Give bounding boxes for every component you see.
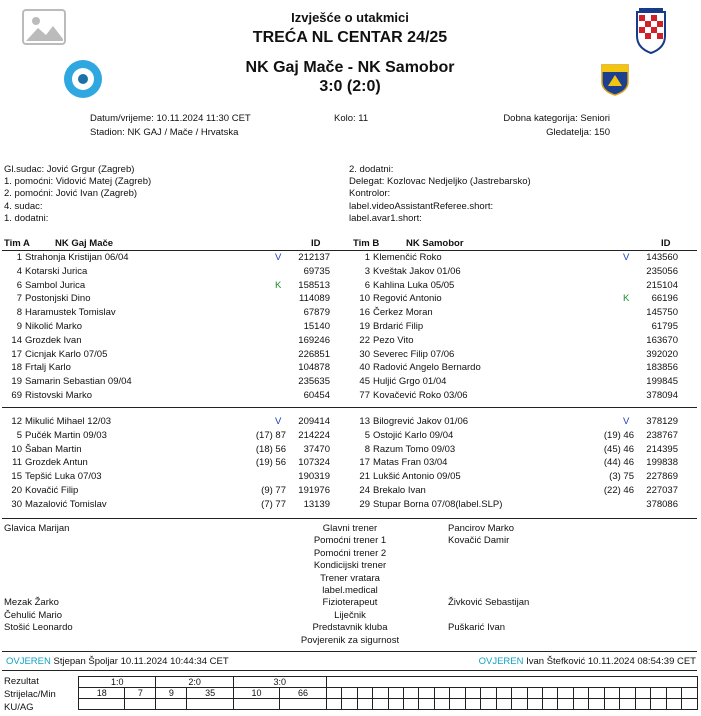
player-id: 378129 <box>646 416 678 427</box>
match-stadium: Stadion: NK GAJ / Mače / Hrvatska <box>90 127 239 138</box>
scorer-cell: 10 <box>233 688 279 699</box>
player-row <box>2 265 347 278</box>
match-round: Kolo: 11 <box>334 113 369 124</box>
player-name: Strahonja Kristijan 06/04 <box>25 252 129 263</box>
player-id: 15140 <box>303 321 330 332</box>
player-number: 1 <box>364 252 370 263</box>
player-row <box>2 484 347 497</box>
player-row <box>350 292 695 305</box>
player-name: Severec Filip 07/06 <box>373 348 455 360</box>
player-name: Regović Antonio <box>373 293 442 305</box>
player-name: Kovačić Filip <box>25 485 79 496</box>
player-name: Klemenčić Roko <box>373 252 442 263</box>
player-name: Pezo Vito <box>373 334 414 346</box>
player-row <box>350 306 695 319</box>
ku-cell <box>403 699 418 710</box>
official-line: label.avar1.short: <box>349 212 422 224</box>
player-id: 13139 <box>303 498 330 510</box>
player-id: 158513 <box>298 279 330 291</box>
age-category: Dobna kategorija: Seniori <box>503 113 610 124</box>
player-number: 17 <box>11 348 22 360</box>
scorer-cell <box>573 688 588 699</box>
player-row <box>350 456 695 469</box>
ku-cell <box>558 699 573 710</box>
player-row <box>350 334 695 347</box>
player-id: 143560 <box>646 252 678 263</box>
ku-cell <box>450 699 465 710</box>
player-row <box>2 429 347 442</box>
player-id: 215104 <box>646 279 678 291</box>
staff-role: Liječnik <box>334 609 366 621</box>
player-name: Tepšić Luka 07/03 <box>25 471 102 483</box>
ku-cell <box>79 699 125 710</box>
verification-left <box>6 656 229 667</box>
staff-team-a: Stošić Leonardo <box>4 622 73 634</box>
substitution-info: (44) 46 <box>603 457 634 469</box>
player-id: 61795 <box>651 321 678 332</box>
result-cell: 2:0 <box>156 677 233 688</box>
player-number: 30 <box>11 498 22 510</box>
ku-cell <box>543 699 558 710</box>
report-title: Izvješće o utakmici <box>291 10 409 25</box>
team-a-label: Tim A <box>4 238 30 249</box>
substitution-info: (19) 56 <box>255 457 286 469</box>
substitution-info: (22) 46 <box>603 485 634 496</box>
keeper-marker: V <box>623 252 630 263</box>
team-b-label: Tim B <box>353 238 380 249</box>
player-id: 235635 <box>298 376 330 388</box>
scorer-cell <box>512 688 527 699</box>
player-number: 19 <box>11 376 22 388</box>
player-number: 45 <box>359 376 370 388</box>
player-number: 12 <box>11 416 22 427</box>
ku-cell <box>666 699 681 710</box>
team-b-name: NK Samobor <box>406 238 464 249</box>
player-row <box>2 279 347 292</box>
player-id: 199845 <box>646 376 678 388</box>
official-line: 1. dodatni: <box>4 212 49 224</box>
player-number: 18 <box>11 362 22 374</box>
player-row <box>350 320 695 333</box>
ku-cell <box>589 699 604 710</box>
player-name: Brekalo Ivan <box>373 485 426 496</box>
player-number: 77 <box>359 390 370 401</box>
player-id: 37470 <box>303 443 330 455</box>
official-line: Kontrolor: <box>349 188 391 200</box>
player-id: 191976 <box>298 485 330 496</box>
player-row <box>350 265 695 278</box>
ku-cell <box>373 699 388 710</box>
staff-role: Trener vratara <box>320 572 380 584</box>
player-id: 69735 <box>303 265 330 277</box>
player-name: Radović Angelo Bernardo <box>373 362 481 374</box>
player-id: 214224 <box>298 429 330 441</box>
player-id: 145750 <box>646 307 678 319</box>
scorer-cell <box>481 688 496 699</box>
player-number: 10 <box>359 293 370 305</box>
player-number: 22 <box>359 334 370 346</box>
federation-crest-icon <box>635 6 667 54</box>
player-row <box>2 361 347 374</box>
player-number: 29 <box>359 498 370 510</box>
player-number: 11 <box>12 457 22 469</box>
substitution-info: (19) 46 <box>603 429 634 441</box>
ku-cell <box>326 699 341 710</box>
player-id: 238767 <box>646 429 678 441</box>
player-id: 60454 <box>303 390 330 401</box>
keeper-marker: V <box>275 416 282 427</box>
player-id: 183856 <box>646 362 678 374</box>
score-grid-label-result: Rezultat <box>4 676 39 687</box>
scorer-cell <box>543 688 558 699</box>
player-row <box>350 429 695 442</box>
player-number: 16 <box>359 307 370 319</box>
player-id: 163670 <box>646 334 678 346</box>
ku-cell <box>233 699 279 710</box>
scorer-cell <box>465 688 480 699</box>
player-number: 10 <box>11 443 22 455</box>
scorer-cell: 18 <box>79 688 125 699</box>
ku-cell <box>434 699 449 710</box>
scorer-cell <box>682 688 698 699</box>
player-name: Stupar Borna 07/08(label.SLP) <box>373 498 503 510</box>
player-id: 169246 <box>298 334 330 346</box>
team-a-id-header: ID <box>311 238 321 249</box>
captain-marker: K <box>275 279 282 291</box>
officials-left <box>4 164 151 225</box>
player-row <box>350 470 695 483</box>
player-number: 5 <box>16 429 22 441</box>
ku-cell <box>651 699 666 710</box>
scorer-cell <box>434 688 449 699</box>
staff-role: Pomoćni trener 1 <box>313 535 387 547</box>
score-grid <box>78 676 698 710</box>
player-name: Ostojić Karlo 09/04 <box>373 429 454 441</box>
player-name: Kahlina Luka 05/05 <box>373 279 455 291</box>
player-number: 7 <box>16 293 22 305</box>
player-id: 67879 <box>303 307 330 319</box>
staff-role: Povjerenik za sigurnost <box>300 634 400 646</box>
official-line: 1. pomoćni: Vidović Matej (Zagreb) <box>4 176 152 188</box>
player-name: Grozdek Ivan <box>25 334 82 346</box>
player-number: 40 <box>359 362 370 374</box>
staff-role: Predstavnik kluba <box>312 622 388 634</box>
player-row <box>2 306 347 319</box>
player-id: 235056 <box>646 265 678 277</box>
player-row <box>2 498 347 511</box>
result-cell: 3:0 <box>233 677 326 688</box>
player-row <box>350 415 695 428</box>
verified-by-left: Stjepan Špoljar 10.11.2024 10:44:34 CET <box>53 656 229 667</box>
scorer-cell <box>604 688 619 699</box>
player-number: 4 <box>16 265 22 277</box>
score-grid-label-ku: KU/AG <box>4 702 34 713</box>
player-name: Razum Tomo 09/03 <box>373 443 456 455</box>
player-row <box>2 415 347 428</box>
player-name: Cicnjak Karlo 07/05 <box>25 348 108 360</box>
keeper-marker: V <box>623 416 630 427</box>
verified-status-right: OVJEREN <box>478 656 524 667</box>
scorer-cell <box>342 688 357 699</box>
player-name: Postonjski Dino <box>25 293 91 305</box>
player-name: Huljić Grgo 01/04 <box>373 376 447 388</box>
ku-cell <box>512 699 527 710</box>
official-line: 2. dodatni: <box>349 164 394 175</box>
player-id: 107324 <box>298 457 330 469</box>
substitution-info: (7) 77 <box>261 498 286 510</box>
staff-team-a: Mezak Žarko <box>4 597 59 609</box>
substitution-info: (18) 56 <box>255 443 286 455</box>
player-row <box>2 375 347 388</box>
staff-team-a: Čehulić Mario <box>4 609 63 621</box>
league-title: TREĆA NL CENTAR 24/25 <box>252 29 448 46</box>
scorer-cell <box>620 688 635 699</box>
player-number: 15 <box>11 471 22 483</box>
player-id: 227869 <box>646 471 678 483</box>
player-number: 19 <box>359 321 370 332</box>
staff-team-b: Puškarić Ivan <box>448 622 506 634</box>
player-row <box>2 320 347 333</box>
player-name: Mazalović Tomislav <box>25 498 107 510</box>
player-name: Mikulić Mihael 12/03 <box>25 416 112 427</box>
player-id: 227037 <box>646 485 678 496</box>
scorer-cell <box>388 688 403 699</box>
player-name: Matas Fran 03/04 <box>373 457 448 469</box>
player-row <box>2 389 347 402</box>
home-team-logo-icon <box>62 58 104 100</box>
scorer-cell <box>527 688 542 699</box>
scorer-cell: 7 <box>125 688 156 699</box>
player-row <box>350 484 695 497</box>
player-number: 3 <box>364 265 370 277</box>
ku-cell <box>496 699 511 710</box>
scorer-cell <box>419 688 434 699</box>
score-grid-label-scorer: Strijelac/Min <box>4 689 56 700</box>
ku-cell <box>465 699 480 710</box>
player-id: 226851 <box>298 348 330 360</box>
result-cell <box>326 677 697 688</box>
player-row <box>350 361 695 374</box>
player-row <box>350 251 695 264</box>
staff-team-b: Pancirov Marko <box>448 523 514 534</box>
substitution-info: (17) 87 <box>255 429 286 441</box>
player-row <box>2 292 347 305</box>
staff-team-a: Glavica Marijan <box>4 523 70 534</box>
player-name: Brdarić Filip <box>373 321 424 332</box>
player-number: 13 <box>359 416 370 427</box>
player-id: 104878 <box>298 362 330 374</box>
scorer-cell <box>326 688 341 699</box>
player-number: 9 <box>16 321 22 332</box>
official-line: 2. pomoćni: Jović Ivan (Zagreb) <box>4 188 138 200</box>
player-name: Kveštak Jakov 01/06 <box>373 265 461 277</box>
verified-by-right: Ivan Štefković 10.11.2024 08:54:39 CET <box>526 656 696 667</box>
player-id: 199838 <box>646 457 678 469</box>
ku-cell <box>635 699 650 710</box>
staff-team-b: Živković Sebastijan <box>448 597 530 609</box>
scorer-cell <box>651 688 666 699</box>
verification-right <box>380 656 696 667</box>
ku-cell <box>280 699 326 710</box>
scorer-cell: 66 <box>280 688 326 699</box>
player-number: 30 <box>359 348 370 360</box>
player-id: 190319 <box>298 471 330 483</box>
substitution-info: (9) 77 <box>261 485 286 496</box>
scorer-cell <box>403 688 418 699</box>
player-number: 1 <box>16 252 22 263</box>
scorer-cell <box>357 688 372 699</box>
staff-role: Fizioterapeut <box>322 597 378 609</box>
player-name: Lukšić Antonio 09/05 <box>373 471 461 483</box>
player-row <box>350 375 695 388</box>
player-row <box>350 498 695 511</box>
attendance: Gledatelja: 150 <box>546 127 610 138</box>
captain-marker: K <box>623 293 630 305</box>
match-score: 3:0 (2:0) <box>319 78 381 95</box>
official-line: 4. sudac: <box>4 200 43 212</box>
staff-team-b: Kovačić Damir <box>448 535 510 547</box>
player-name: Pučék Martin 09/03 <box>25 429 107 441</box>
result-cell: 1:0 <box>79 677 156 688</box>
player-name: Kovačević Roko 03/06 <box>373 390 468 401</box>
player-row <box>350 443 695 456</box>
player-name: Sambol Jurica <box>25 279 86 291</box>
ku-cell <box>573 699 588 710</box>
officials-right <box>349 164 531 225</box>
player-name: Bilogrević Jakov 01/06 <box>373 416 469 427</box>
player-name: Čerkez Moran <box>373 307 433 319</box>
ku-cell <box>156 699 187 710</box>
match-title: NK Gaj Mače - NK Samobor <box>245 59 455 76</box>
ku-cell <box>682 699 698 710</box>
ku-cell <box>527 699 542 710</box>
player-number: 24 <box>359 485 370 496</box>
staff-role: Glavni trener <box>322 523 378 534</box>
ku-cell <box>419 699 434 710</box>
substitution-info: (45) 46 <box>603 443 634 455</box>
match-datetime: Datum/vrijeme: 10.11.2024 11:30 CET <box>90 113 251 124</box>
staff-role: label.medical <box>322 585 378 596</box>
player-row <box>2 251 347 264</box>
player-name: Grozdek Antun <box>25 457 88 469</box>
official-line: Delegat: Kozlovac Nedjeljko (Jastrebarsko) <box>349 176 531 188</box>
player-name: Haramustek Tomislav <box>25 307 116 319</box>
player-row <box>2 334 347 347</box>
player-number: 21 <box>359 471 370 483</box>
player-name: Kotarski Jurica <box>25 265 88 277</box>
player-name: Frtalj Karlo <box>25 362 71 374</box>
player-row <box>2 470 347 483</box>
player-number: 8 <box>364 443 370 455</box>
team-b-id-header: ID <box>661 238 671 249</box>
scorer-cell: 9 <box>156 688 187 699</box>
player-number: 5 <box>364 429 370 441</box>
keeper-marker: V <box>275 252 282 263</box>
ku-cell <box>388 699 403 710</box>
image-placeholder-icon <box>22 9 66 45</box>
player-id: 209414 <box>298 416 330 427</box>
scorer-cell <box>558 688 573 699</box>
player-id: 66196 <box>651 293 678 305</box>
player-number: 8 <box>16 307 22 319</box>
player-name: Nikolić Marko <box>25 321 83 332</box>
staff-role: Kondicijski trener <box>313 560 387 572</box>
ku-cell <box>481 699 496 710</box>
team-a-name: NK Gaj Mače <box>55 238 114 249</box>
official-line: label.videoAssistantReferee.short: <box>349 200 494 212</box>
player-row <box>2 443 347 456</box>
scorer-cell <box>666 688 681 699</box>
player-id: 212137 <box>298 252 330 263</box>
substitution-info: (3) 75 <box>609 471 634 483</box>
player-name: Ristovski Marko <box>25 390 93 401</box>
player-number: 14 <box>11 334 22 346</box>
player-id: 378086 <box>646 498 678 510</box>
player-number: 20 <box>11 485 22 496</box>
scorer-cell <box>635 688 650 699</box>
scorer-cell <box>496 688 511 699</box>
player-number: 6 <box>16 279 22 291</box>
official-line: Gl.sudac: Jović Grgur (Zagreb) <box>4 164 135 175</box>
ku-cell <box>620 699 635 710</box>
scorer-cell <box>373 688 388 699</box>
scorer-cell <box>450 688 465 699</box>
player-row <box>350 279 695 292</box>
verified-status-left: OVJEREN <box>6 656 51 667</box>
ku-cell <box>125 699 156 710</box>
player-id: 378094 <box>646 390 678 401</box>
score-grid-labels <box>4 675 56 714</box>
player-id: 392020 <box>646 348 678 360</box>
player-name: Samarin Sebastian 09/04 <box>25 376 132 388</box>
scorer-cell <box>589 688 604 699</box>
staff-role: Pomoćni trener 2 <box>313 547 387 559</box>
player-number: 17 <box>359 457 370 469</box>
away-team-logo-icon <box>600 62 630 96</box>
player-number: 69 <box>11 390 22 401</box>
scorer-cell: 35 <box>187 688 233 699</box>
player-name: Šaban Martin <box>25 443 82 455</box>
player-row <box>2 348 347 361</box>
ku-cell <box>357 699 372 710</box>
player-number: 6 <box>364 279 370 291</box>
player-id: 114089 <box>299 293 330 305</box>
ku-cell <box>604 699 619 710</box>
ku-cell <box>187 699 233 710</box>
player-row <box>350 348 695 361</box>
player-id: 214395 <box>646 443 678 455</box>
ku-cell <box>342 699 357 710</box>
player-row <box>2 456 347 469</box>
player-row <box>350 389 695 402</box>
